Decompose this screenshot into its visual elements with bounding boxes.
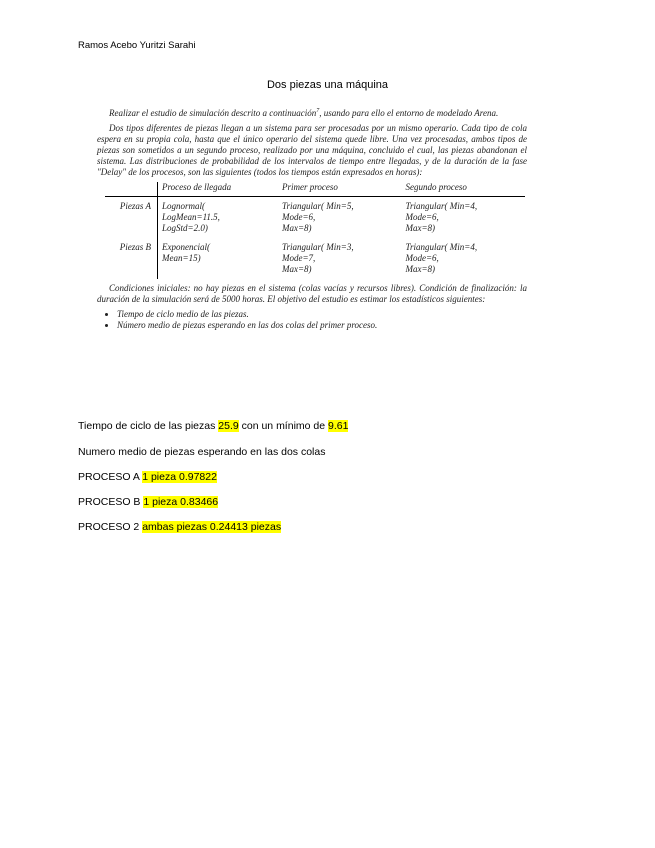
process-b-label: PROCESO B	[78, 496, 144, 508]
table-header-arrival: Proceso de llegada	[158, 182, 278, 197]
table-row	[105, 238, 525, 279]
intro-paragraph	[97, 106, 527, 119]
process-b-highlight: 1 pieza 0.83466	[143, 496, 219, 508]
table-header-second: Segundo proceso	[401, 182, 525, 197]
distribution-table	[105, 182, 525, 279]
cycle-time-result	[78, 420, 348, 432]
second-process-cell: Triangular( Min=4, Mode=6, Max=8)	[405, 242, 478, 274]
process-2-result	[78, 521, 281, 533]
cycle-min-label: con un mínimo de	[238, 420, 328, 432]
arrival-cell: Lognormal( LogMean=11.5, LogStd=2.0)	[162, 201, 220, 233]
first-process-cell: Triangular( Min=3, Mode=7, Max=8)	[281, 242, 354, 274]
process-b-result	[78, 496, 218, 508]
row-label: Piezas A	[105, 197, 158, 239]
process-2-label: PROCESO 2	[78, 521, 143, 533]
table-header-row	[105, 182, 525, 197]
queue-heading: Numero medio de piezas esperando en las dos colas	[78, 446, 326, 458]
cycle-min-value: 9.61	[328, 420, 349, 432]
process-2-highlight: ambas piezas 0.24413 piezas	[142, 521, 282, 533]
process-a-label: PROCESO A	[78, 471, 143, 483]
footnote-ref: 7	[316, 108, 320, 114]
table-header-first: Primer proceso	[278, 182, 402, 197]
process-a-highlight: 1 pieza 0.97822	[142, 471, 217, 483]
cycle-time-value: 25.9	[218, 420, 239, 432]
arrival-cell: Exponencial( Mean=15)	[162, 242, 210, 263]
second-process-cell: Triangular( Min=4, Mode=6, Max=8)	[405, 201, 478, 233]
intro-text: Realizar el estudio de simulación descrito a continuación	[109, 108, 317, 118]
description-paragraph: Dos tipos diferentes de piezas llegan a un sistema para ser procesadas por un mismo operario. Cada tipo de cola espera en su propia cola, hasta que el único operario del sistema quede libre. Una vez procesadas, ambos tipos de piezas son sometidos a un segundo proceso, realizado por una máquina, concluido el cual, las piezas abandonan el sistema. Las distribuciones de probabilidad de los intervalos de tiempo entre llegadas, y de la duración de la fase "Delay" de los procesos, son las siguientes (todos los tiempos están expresados en horas):	[97, 123, 527, 177]
problem-statement-image	[97, 106, 527, 331]
statistics-list	[97, 309, 527, 331]
conditions-paragraph: Condiciones iniciales: no hay piezas en el sistema (colas vacías y recursos libres). Condición de finalización: la duración de la simulación será de 5000 horas. El objetivo del estudio es estimar los estadísticos siguientes:	[97, 283, 527, 304]
cycle-time-label: Tiempo de ciclo de las piezas	[78, 420, 219, 432]
intro-text-end: , usando para ello el entorno de modelado Arena.	[319, 108, 499, 118]
table-header-empty	[105, 182, 158, 197]
process-a-result	[78, 471, 217, 483]
first-process-cell: Triangular( Min=5, Mode=6, Max=8)	[281, 201, 354, 233]
document-title: Dos piezas una máquina	[266, 79, 389, 91]
list-item: • Tiempo de ciclo medio de las piezas.	[117, 309, 527, 320]
table-row	[105, 197, 525, 239]
author-name: Ramos Acebo Yuritzi Sarahi	[78, 40, 196, 51]
row-label: Piezas B	[105, 238, 158, 279]
list-item: • Número medio de piezas esperando en las dos colas del primer proceso.	[117, 320, 527, 331]
